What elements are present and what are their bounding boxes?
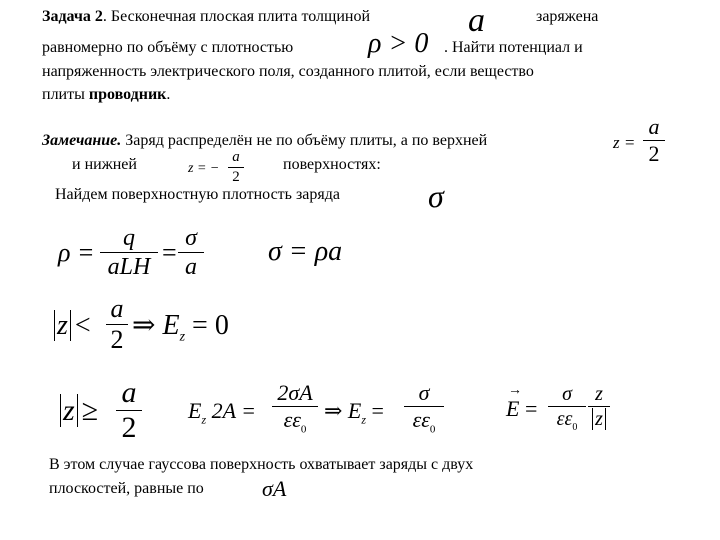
epsilon-zero-subscript: 0 [429,423,436,436]
problem-line-2: равномерно по объёму с плотностью [42,39,294,56]
epsilon-product: εε [556,408,573,430]
gauss-fraction-1-numerator: 2σA [277,380,313,405]
remark-line-2-end: поверхностях: [283,156,381,173]
gauss-subscript: z [201,412,207,427]
vector-e [506,383,522,421]
less-than-sign: < [74,310,91,341]
inside-result [132,312,229,345]
rho-lhs: ρ = [58,238,95,267]
remark-text-1: Заряд распределён не по объёму плиты, а по верхней [121,132,488,149]
problem-title: Задача 2 [42,8,103,25]
inside-subscript: z [179,329,186,345]
fraction-bar [228,167,244,168]
inside-fraction-denominator: 2 [110,325,124,354]
vector-equals: = [524,396,538,421]
fraction-bar [100,252,158,253]
gauss-fraction-1-denominator [272,409,318,435]
gauss-fraction-1 [272,382,318,435]
remark-line-1 [42,133,487,149]
vector-fraction-1 [548,384,586,433]
vector-fraction-2 [588,384,610,429]
upper-surface-z: z = [613,133,636,152]
upper-surface-fraction [643,116,665,165]
inside-fraction [106,296,128,353]
epsilon-zero-subscript: 0 [572,422,578,433]
rho-fraction-1-denominator: aLH [107,254,151,280]
gauss-mid: 2A = [211,398,257,423]
outside-fraction-denominator: 2 [121,411,137,444]
upper-fraction-numerator: a [648,114,660,139]
remark-line-2: и нижней [72,156,137,173]
lower-fraction-numerator: a [232,149,240,165]
gauss-fraction-2 [404,382,444,435]
vector-fraction-1-numerator: σ [562,383,572,405]
gauss-fraction-2-numerator: σ [418,380,430,405]
gauss-lhs [188,400,256,425]
problem-line-1 [42,9,370,25]
inside-zero: = 0 [192,310,229,341]
rho-fraction-1 [100,226,158,279]
charge-symbol: σA [262,476,287,501]
inside-implication: ⇒ E [132,310,180,341]
outside-condition [60,396,98,426]
sigma-symbol: σ [428,178,444,214]
vector-arrow-icon: → [508,383,522,398]
vector-e-lhs [506,383,538,421]
gauss-fraction-2-denominator [404,409,444,435]
rho-fraction-2 [178,226,204,279]
conclusion-line-1: В этом случае гауссова поверхность охватывает заряды с двух [49,456,474,473]
abs-z: z [54,310,71,341]
conclusion-line-2: плоскостей, равные по [49,480,204,497]
epsilon-product: εε [283,407,301,432]
rho-fraction-2-numerator: σ [185,225,197,251]
gauss-e: E [188,398,202,423]
surface-density-text: Найдем поверхностную плотность заряда [55,186,340,203]
gauss-implication-subscript: z [361,412,367,427]
abs-z: z [592,408,606,430]
rho-equals-2: = [162,238,177,267]
lower-fraction-denominator: 2 [232,169,240,185]
rho-fraction-2-denominator: a [185,254,197,280]
vector-e-letter: E [506,396,520,421]
fraction-bar [548,406,586,407]
abs-z: z [60,394,78,427]
rho-fraction-1-numerator: q [123,225,135,251]
inside-condition [54,312,91,340]
greater-equal-sign: ≥ [81,394,99,427]
problem-line-2-end: . Найти потенциал и [444,39,583,56]
density-condition: ρ > 0 [368,28,429,59]
fraction-bar [588,406,610,407]
inside-fraction-numerator: a [110,294,124,323]
problem-line-4-end: . [166,86,171,103]
upper-fraction-denominator: 2 [648,141,660,166]
vector-fraction-1-denominator [548,409,586,433]
remark-label: Замечание. [42,132,122,149]
conductor-word: проводник [88,86,167,103]
gauss-implication [324,400,384,425]
thickness-symbol: a [468,2,485,39]
sigma-equation: σ = ρa [268,236,343,267]
vector-fraction-2-denominator [588,409,610,429]
lower-surface-fraction [228,150,244,185]
gauss-implication-e: ⇒ E [324,398,362,423]
outside-fraction-numerator: a [121,376,137,409]
problem-line-4 [42,87,170,103]
outside-fraction [116,378,142,443]
lower-surface-z: z = − [188,161,220,176]
problem-line-4-text: плиты [42,86,85,103]
problem-line-1-text: . Бесконечная плоская плита толщиной [102,8,371,25]
gauss-equals: = [371,398,384,423]
fraction-bar [178,252,204,253]
epsilon-zero-subscript: 0 [300,423,307,436]
epsilon-product: εε [412,407,430,432]
vector-fraction-2-numerator: z [595,383,603,405]
problem-line-3: напряженность электрического поля, созданного плитой, если вещество [42,63,534,80]
problem-line-1-end: заряжена [536,8,599,25]
